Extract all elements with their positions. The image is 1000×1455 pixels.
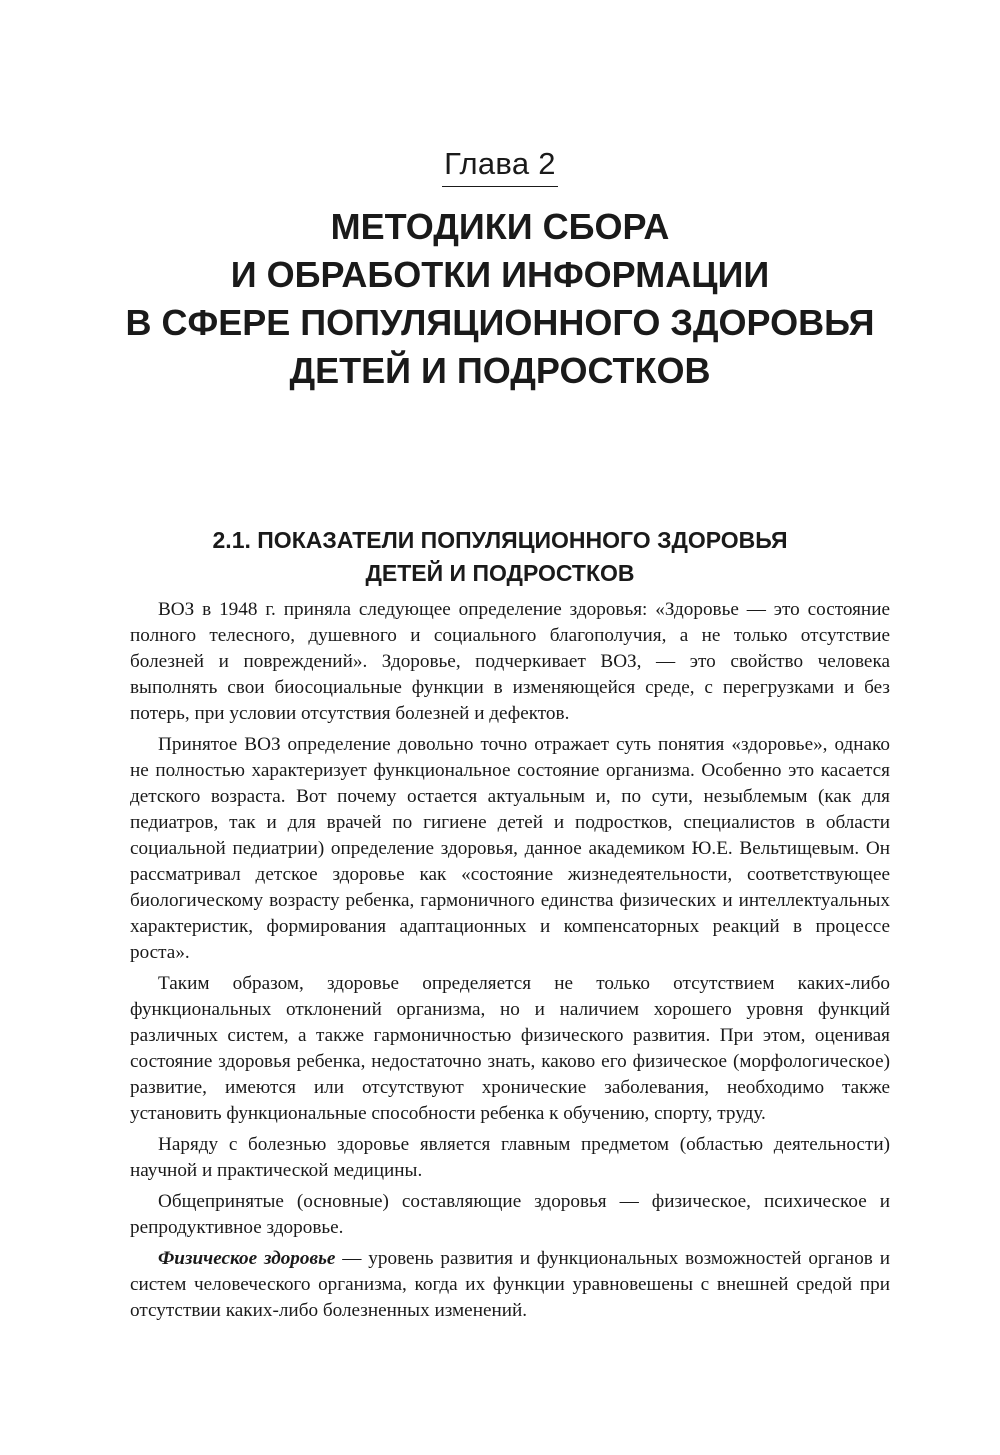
section-title-line: ДЕТЕЙ И ПОДРОСТКОВ <box>365 560 635 586</box>
chapter-title-line: ДЕТЕЙ И ПОДРОСТКОВ <box>289 350 711 391</box>
chapter-label <box>0 146 1000 187</box>
definition-term: Физическое здоровье <box>158 1248 336 1269</box>
section-title-line: 2.1. ПОКАЗАТЕЛИ ПОПУЛЯЦИОННОГО ЗДОРОВЬЯ <box>212 527 788 553</box>
chapter-title-line: МЕТОДИКИ СБОРА <box>330 206 670 247</box>
paragraph: Общепринятые (основные) составляющие здоровья — физическое, психическое и репродуктивное здоровье. <box>130 1191 890 1238</box>
chapter-title-line: И ОБРАБОТКИ ИНФОРМАЦИИ <box>230 254 770 295</box>
definition-text: — уровень развития и функциональных возможностей органов и систем человеческого организма, когда их функции уравновешены с внешней средой при отсутствии каких-либо болезненных изменений. <box>130 1248 890 1321</box>
chapter-number: Глава 2 <box>442 146 558 187</box>
paragraph: Наряду с болезнью здоровье является главным предметом (областью деятельности) научной и практической медицины. <box>130 1134 890 1181</box>
definition-paragraph <box>130 1246 890 1324</box>
paragraph: ВОЗ в 1948 г. приняла следующее определение здоровья: «Здоровье — это состояние полного телесного, душевного и социального благополучия, а не только отсутствие болезней и повреждений». Здоровье, подчеркивает ВОЗ, — это свойство человека выполнять свои биосоциальные функции в изменяющейся среде, с перегрузками и без потерь, при условии отсутствия болезней и дефектов. <box>130 599 890 724</box>
chapter-title <box>0 203 1000 395</box>
paragraph: Принятое ВОЗ определение довольно точно отражает суть понятия «здоровье», однако не полностью характеризует функциональное состояние организма. Особенно это касается детского возраста. Вот почему остается актуальным и, по сути, незыблемым (как для педиатров, так и для врачей по гигиене детей и подростков, специалистов в области социальной педиатрии) определение здоровья, данное академиком Ю.Е. Вельтищевым. Он рассматривал детское здоровье как «состояние жизнедеятельности, соответствующее биологическому возрасту ребенка, гармоничного единства физических и интеллектуальных характеристик, формирования адаптационных и компенсаторных реакций в процессе роста». <box>130 734 890 963</box>
chapter-title-line: В СФЕРЕ ПОПУЛЯЦИОННОГО ЗДОРОВЬЯ <box>125 302 875 343</box>
paragraph: Таким образом, здоровье определяется не только отсутствием каких-либо функциональных отклонений организма, но и наличием хорошего уровня функций различных систем, а также гармоничностью физического развития. При этом, оценивая состояние здоровья ребенка, недостаточно знать, каково его физическое (морфологическое) развитие, имеются или отсутствуют хронические заболевания, необходимо также установить функциональные способности ребенка к обучению, спорту, труду. <box>130 973 890 1124</box>
section-title <box>0 524 1000 590</box>
body-text <box>130 597 890 1329</box>
